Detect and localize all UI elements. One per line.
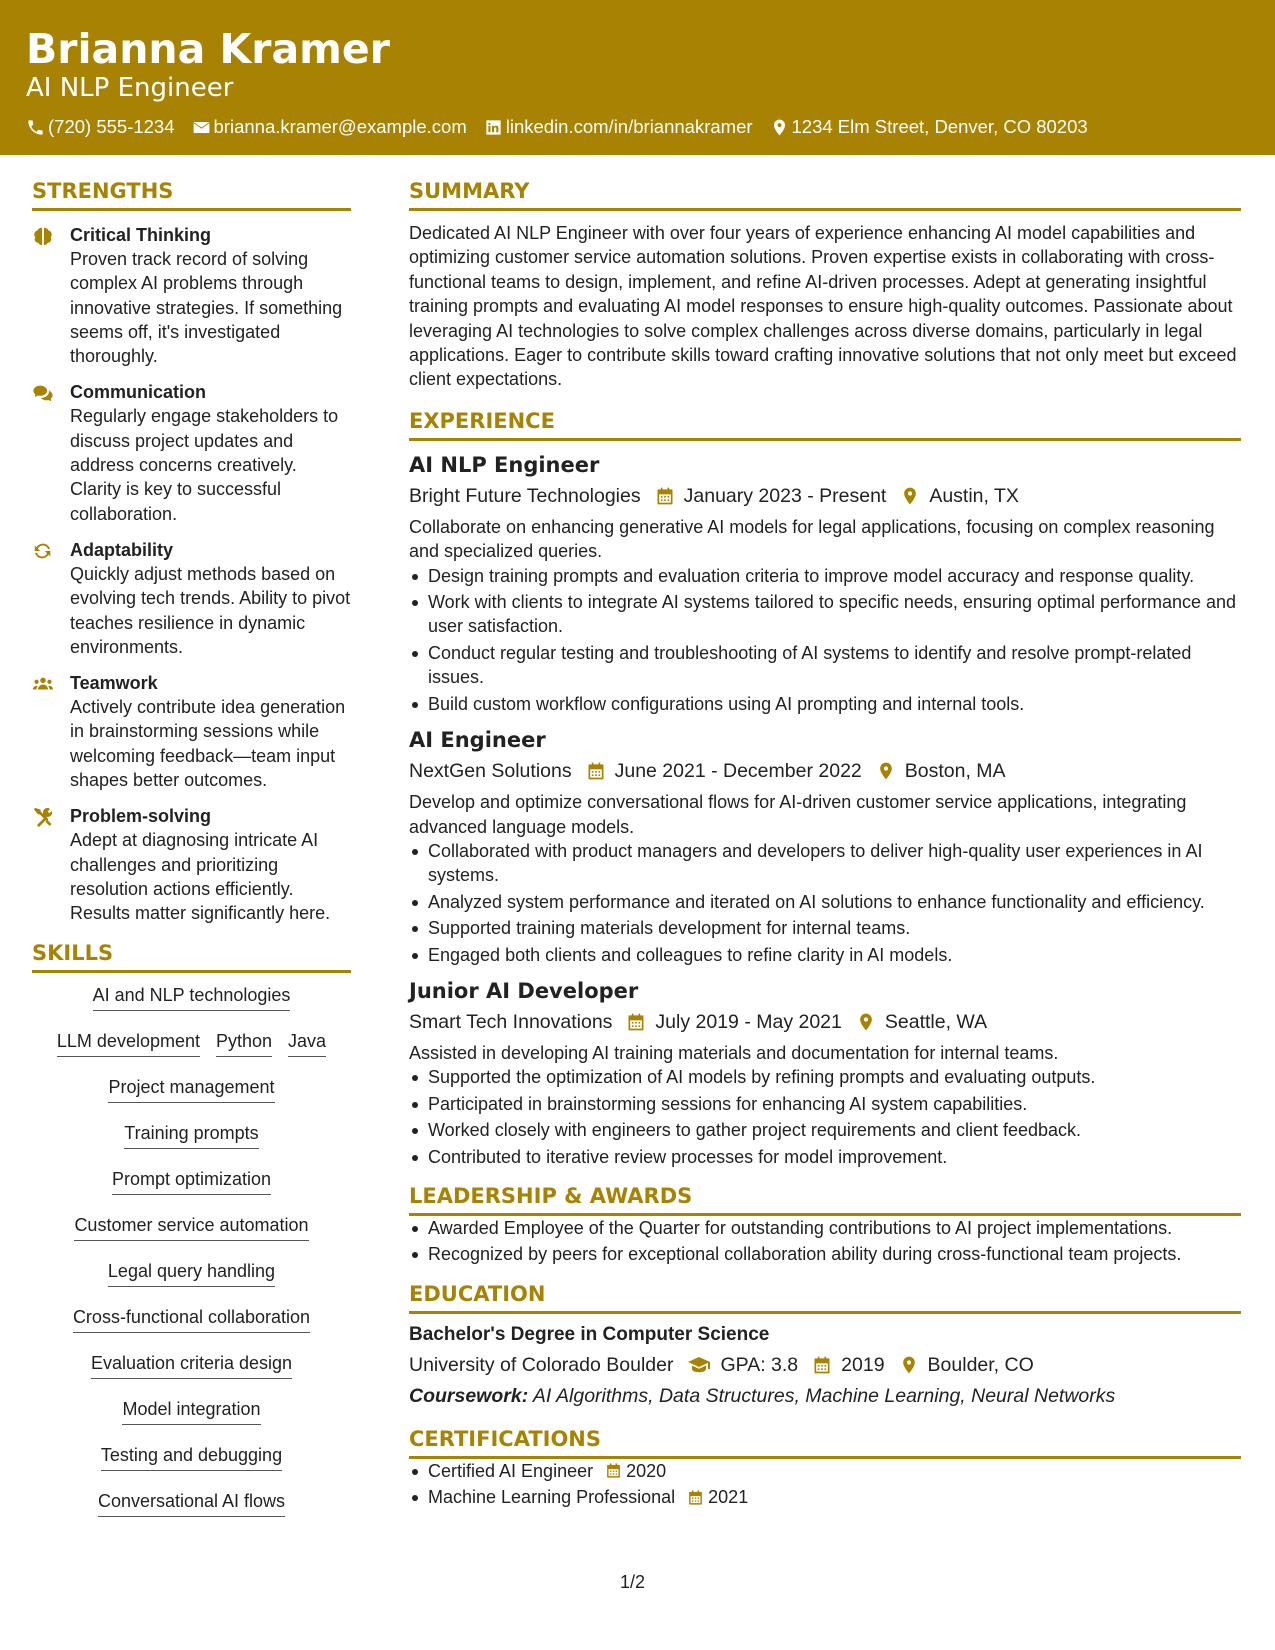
certifications-list (409, 1459, 1241, 1510)
job-entry (409, 977, 1241, 1169)
coursework-text: AI Algorithms, Data Structures, Machine Learning, Neural Networks (532, 1384, 1116, 1407)
strength-desc: Adept at diagnosing intricate AI challenges and prioritizing resolution actions efficiently. Results matter significantly here. (70, 830, 331, 924)
graduation-cap-icon (687, 1353, 711, 1377)
calendar-icon (655, 486, 675, 506)
strength-item (32, 804, 351, 925)
job-location: Austin, TX (900, 481, 1019, 511)
certification-item: Certified AI Engineer 2020 (409, 1459, 1241, 1483)
location-pin-icon (899, 1355, 919, 1375)
job-title: Junior AI Developer (409, 978, 639, 1003)
brain-icon (32, 225, 54, 247)
education-heading: EDUCATION (409, 1279, 1241, 1314)
job-description: Develop and optimize conversational flows for AI-driven customer service applications, integrating advanced language models. (409, 792, 1187, 837)
contact-linkedin[interactable] (484, 115, 753, 139)
skill-tag: LLM development (57, 1029, 200, 1057)
candidate-name: Brianna Kramer (26, 25, 390, 73)
contact-phone[interactable] (26, 115, 175, 139)
strength-title: Critical Thinking (70, 225, 212, 245)
skills-row (32, 1259, 351, 1305)
linkedin-icon (484, 118, 503, 137)
job-location: Seattle, WA (856, 1007, 987, 1037)
skills-row (32, 1029, 351, 1075)
job-dates: June 2021 - December 2022 (586, 756, 862, 786)
summary-text: Dedicated AI NLP Engineer with over four years of experience enhancing AI model capabilities and optimizing customer service automation solutions. Proven expertise exists in collaborating with cross-functional teams to design, implement, and refine AI-driven processes. Adept at generating insightful training prompts and evaluating AI model responses to ensure high-quality outcomes. Passionate about leveraging AI technologies to solve complex challenges across diverse domains, particularly in legal applications. Eager to contribute skills toward crafting innovative solutions that not only meet but exceed client expectations. (409, 223, 1237, 390)
resume-header (0, 0, 1275, 155)
chat-bubbles-icon (32, 382, 54, 404)
certifications-heading: CERTIFICATIONS (409, 1424, 1241, 1459)
skill-tag: Legal query handling (108, 1259, 275, 1287)
job-description: Assisted in developing AI training materials and documentation for internal teams. (409, 1042, 1059, 1063)
strength-title: Adaptability (70, 539, 174, 560)
job-location: Boston, MA (876, 756, 1006, 786)
summary-heading: SUMMARY (409, 176, 1241, 211)
calendar-icon (626, 1012, 646, 1032)
phone-text: (720) 555-1234 (48, 116, 175, 137)
right-column (409, 176, 1241, 1512)
experience-heading: EXPERIENCE (409, 406, 1241, 441)
job-bullet: Conduct regular testing and troubleshooting of AI systems to identify and resolve prompt-related issues. (409, 641, 1241, 690)
skill-tag: Model integration (122, 1397, 260, 1425)
strength-title: Communication (70, 382, 207, 403)
skill-tag: Python (216, 1029, 272, 1057)
job-entry (409, 726, 1241, 967)
strength-title: Teamwork (70, 673, 158, 694)
job-description: Collaborate on enhancing generative AI models for legal applications, focusing on complex reasoning and specialized queries. (409, 516, 1215, 562)
education-year: 2019 (812, 1350, 884, 1380)
strength-item (32, 223, 351, 368)
skills-row (32, 1351, 351, 1397)
envelope-icon (192, 118, 211, 137)
leadership-heading: LEADERSHIP & AWARDS (409, 1181, 1241, 1216)
skills-row (32, 1167, 351, 1213)
job-bullets (409, 1065, 1241, 1169)
skills-row (32, 983, 351, 1029)
job-bullet: Participated in brainstorming sessions for enhancing AI system capabilities. (409, 1092, 1241, 1116)
education-gpa: GPA: 3.8 (687, 1350, 798, 1380)
education-coursework (409, 1382, 1241, 1410)
job-dates: January 2023 - Present (655, 481, 887, 511)
skill-tag: Evaluation criteria design (91, 1351, 292, 1379)
job-bullets (409, 564, 1241, 716)
page-number: 1/2 (620, 1572, 646, 1592)
strength-desc: Regularly engage stakeholders to discuss project updates and address concerns creatively. Clarity is key to successful collaboration. (70, 406, 339, 524)
education-meta (409, 1350, 1241, 1380)
job-meta (409, 1007, 1241, 1037)
skill-tag: Prompt optimization (112, 1167, 271, 1195)
job-bullet: Supported training materials development for internal teams. (409, 916, 1241, 940)
job-title: AI Engineer (409, 728, 546, 753)
skill-tag: Java (288, 1029, 326, 1057)
strength-desc: Actively contribute idea generation in brainstorming sessions while welcoming feedback—team input shapes better outcomes. (70, 697, 346, 791)
calendar-icon (586, 761, 606, 781)
skills-row (32, 1075, 351, 1121)
address-text: 1234 Elm Street, Denver, CO 80203 (791, 116, 1088, 137)
job-bullet: Collaborated with product managers and developers to deliver high-quality user experiences in AI systems. (409, 839, 1241, 888)
education-degree: Bachelor's Degree in Computer Science (409, 1323, 770, 1345)
location-pin-icon (876, 761, 896, 781)
email-text: brianna.kramer@example.com (213, 116, 467, 137)
education-location: Boulder, CO (899, 1350, 1034, 1380)
location-pin-icon (770, 118, 789, 137)
strength-desc: Quickly adjust methods based on evolving tech trends. Ability to pivot teaches resilience in dynamic environments. (70, 563, 351, 657)
strengths-list (32, 223, 351, 926)
team-icon (32, 673, 54, 695)
job-bullets (409, 839, 1241, 967)
job-company: NextGen Solutions (409, 760, 572, 783)
skills-row (32, 1489, 351, 1535)
skill-tag: Training prompts (124, 1121, 258, 1149)
job-company: Smart Tech Innovations (409, 1010, 613, 1033)
skill-tag: AI and NLP technologies (93, 983, 291, 1011)
contact-email[interactable] (192, 115, 467, 139)
job-company: Bright Future Technologies (409, 484, 641, 507)
strengths-heading: STRENGTHS (32, 176, 351, 211)
job-bullet: Contributed to iterative review processes for model improvement. (409, 1145, 1241, 1169)
job-meta (409, 756, 1241, 786)
skill-tag: Customer service automation (74, 1213, 308, 1241)
experience-list (409, 451, 1241, 1169)
skill-tag: Project management (108, 1075, 274, 1103)
calendar-icon (812, 1355, 832, 1375)
location-pin-icon (856, 1012, 876, 1032)
phone-icon (26, 118, 45, 137)
skills-row (32, 1121, 351, 1167)
job-meta (409, 481, 1241, 511)
job-bullet: Design training prompts and evaluation criteria to improve model accuracy and response quality. (409, 564, 1241, 588)
candidate-role: AI NLP Engineer (26, 73, 234, 103)
skills-row (32, 1213, 351, 1259)
skills-row (32, 1305, 351, 1351)
skills-row (32, 1397, 351, 1443)
refresh-icon (32, 540, 54, 562)
contact-bar (26, 115, 1249, 139)
strength-title: Problem-solving (70, 806, 212, 827)
skill-tag: Cross-functional collaboration (73, 1305, 310, 1333)
linkedin-text: linkedin.com/in/briannakramer (505, 116, 753, 137)
strength-item (32, 538, 351, 659)
leadership-list (409, 1216, 1241, 1267)
skills-list (32, 973, 351, 1535)
tools-icon (32, 806, 54, 828)
leadership-item: Recognized by peers for exceptional collaboration ability during cross-functional team projects. (409, 1242, 1241, 1266)
job-bullet: Work with clients to integrate AI systems tailored to specific needs, ensuring optimal performance and user satisfaction. (409, 590, 1241, 639)
location-pin-icon (900, 486, 920, 506)
skills-heading: SKILLS (32, 938, 351, 973)
job-bullet: Supported the optimization of AI models by refining prompts and evaluating outputs. (409, 1065, 1241, 1089)
skill-tag: Testing and debugging (101, 1443, 282, 1471)
coursework-label: Coursework: (409, 1384, 529, 1407)
job-bullet: Worked closely with engineers to gather project requirements and client feedback. (409, 1118, 1241, 1142)
contact-address (770, 115, 1088, 139)
calendar-icon (605, 1462, 622, 1479)
job-bullet: Analyzed system performance and iterated on AI solutions to enhance functionality and efficiency. (409, 890, 1241, 914)
job-bullet: Build custom workflow configurations using AI prompting and internal tools. (409, 692, 1241, 716)
leadership-item: Awarded Employee of the Quarter for outstanding contributions to AI project implementations. (409, 1216, 1241, 1240)
job-title: AI NLP Engineer (409, 452, 600, 477)
strength-item (32, 380, 351, 525)
job-bullet: Engaged both clients and colleagues to refine clarity in AI models. (409, 943, 1241, 967)
strength-item (32, 671, 351, 792)
job-entry (409, 451, 1241, 716)
calendar-icon (687, 1489, 704, 1506)
skill-tag: Conversational AI flows (98, 1489, 285, 1517)
education-school: University of Colorado Boulder (409, 1353, 674, 1376)
job-dates: July 2019 - May 2021 (626, 1007, 841, 1037)
left-column (32, 176, 351, 1535)
certification-item: Machine Learning Professional 2021 (409, 1485, 1241, 1509)
strength-desc: Proven track record of solving complex AI problems through innovative strategies. If something seems off, it's investigated thoroughly. (70, 249, 343, 367)
skills-row (32, 1443, 351, 1489)
